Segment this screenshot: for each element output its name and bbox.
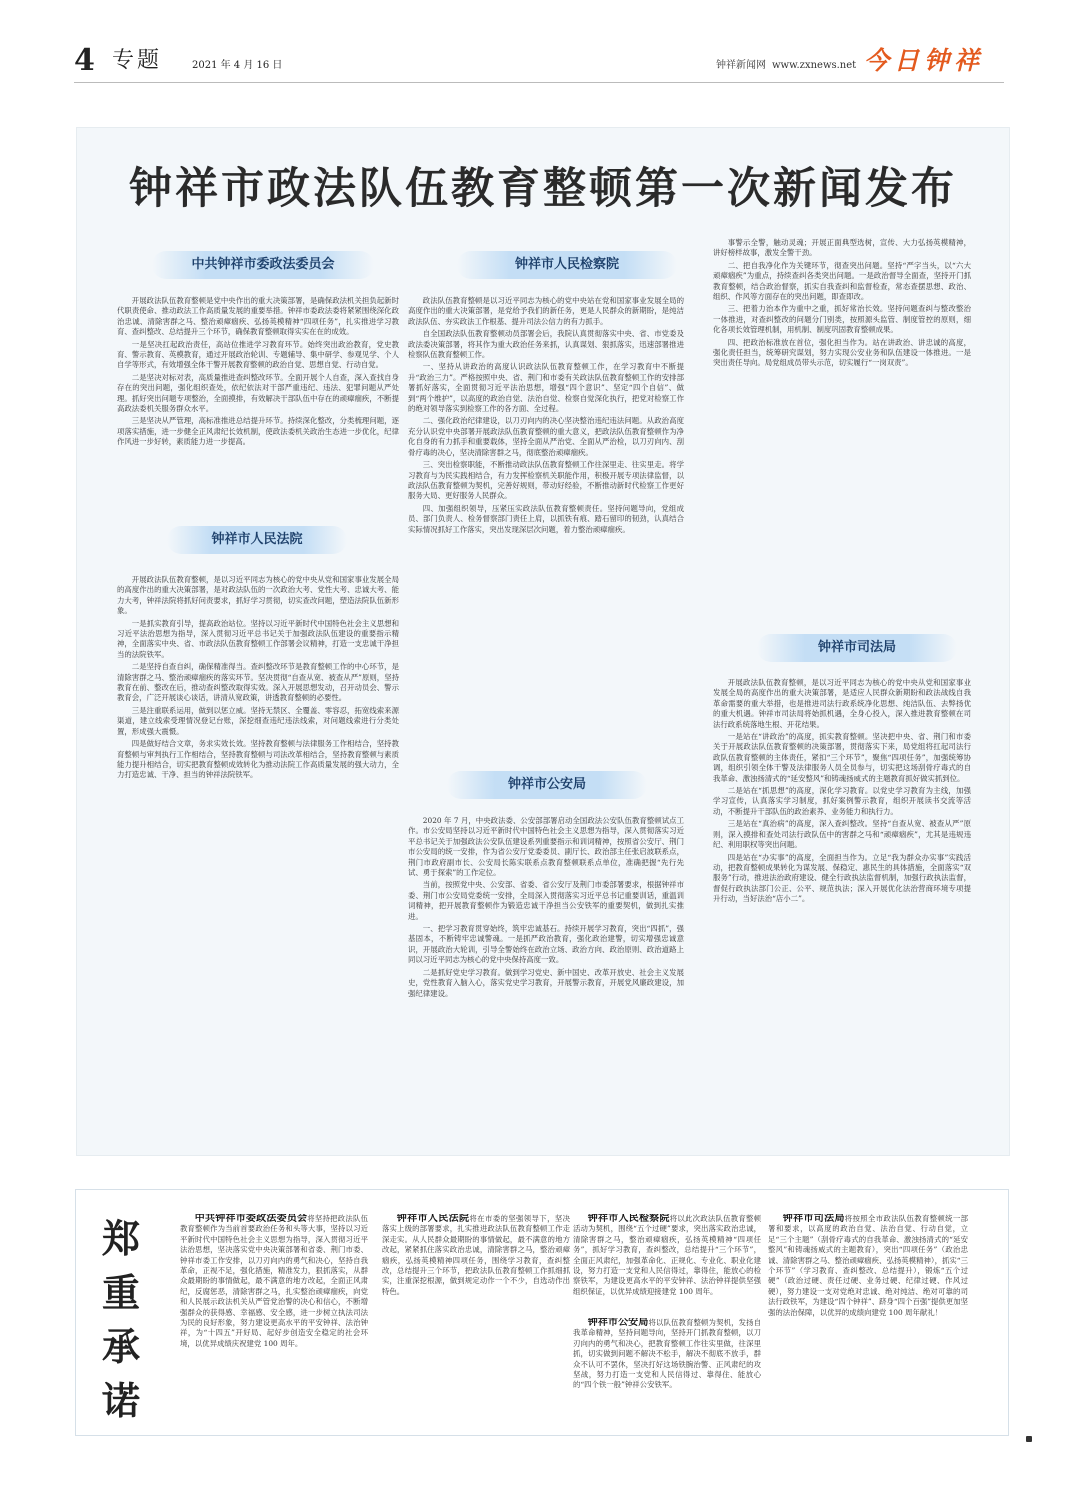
paragraph: 一是站在“讲政治”的高度，抓实教育整顿。坚决把中央、省、荆门和市委关于开展政法队伍教育整顿的决策部署，贯彻落实下来，局党组将扛起司法行政队伍教育整顿的主体责任，紧扣“三个环节”，聚焦“四项任务”，加强统筹协调，组织引领全体干警及法律服务人员全员参与，切实把这场刮骨疗毒式的自我革命、激浊扬清式的“延安整风”和铸魂扬威式的主题教育抓好做实抓到位。 [713,732,971,783]
promise-text: 将在市委的坚强领导下，坚决落实上级的部署要求，扎实推进政法队伍教育整顿工作走深走实。从人民群众最期盼的事情做起，最不满意的地方改起，紧紧抓住落实政治忠诚，清除害群之马，整治顽瘴痼疾，弘扬英模精神四项任务，围绕学习教育，查纠整改，总结提升三个环节，把政法队伍教育整顿工作抓细抓实，注重深挖根源，做到规定动作一个不少，自选动作出特色。 [382,1214,570,1296]
promise-title: 郑重承诺 [101,1217,140,1423]
paragraph: 三是站在“真治病”的高度，深入查纠整改。坚持“自查从宽、被查从严”原则，深入摸排和查处司法行政队伍中的害群之马和“顽瘴痼疾”，尤其是违规违纪、利用职权等突出问题。 [713,819,971,850]
promise-text: 将按照全市政法队伍教育整顿统一部署和要求，以高度的政治自觉、法治自觉、行动自觉，立足“三个主题”（刮骨疗毒式的自我革命、激浊扬清式的“延安整风”和铸魂扬威式的主题教育），突出“四项任务”（政治忠诚、清除害群之马、整治顽瘴痼疾、弘扬英模精神），抓实“三个环节”（学习教育、查纠整改、总结提升），锻炼“五个过硬”（政治过硬、责任过硬、业务过硬、纪律过硬、作风过硬），努力建设一支对党绝对忠诚、绝对纯洁、绝对可靠的司法行政铁军，为建设“四个钟祥”、跻身“四个百强”提供更加坚强的法治保障，以优异的成绩向建党 100 周年献礼！ [768,1214,968,1317]
paragraph: 四是站在“办实事”的高度，全面担当作为。立足“我为群众办实事”实践活动，把教育整顿成果转化为谋发展、保稳定、惠民生的具体措施，全面落实“双服务”行动，推进法治政府建设、健全行政执法监督机制，加强行政执法监督，督促行政执法部门公正、公平、规范执法；深入开展优化法治营商环境专项提升行动，当好法治“店小二”。 [713,852,971,904]
paragraph: 一是抓实教育引导，提高政治站位。坚持以习近平新时代中国特色社会主义思想和习近平法治思想为指导，深入贯彻习近平总书记关于加强政法队伍建设的重要指示精神，全面落实中央、省、市政法队伍教育整顿工作部署会议精神，打造一支忠诚干净担当的法院铁军。 [117,618,399,659]
promise-lead: 中共钟祥市委政法委员会 [194,1214,308,1224]
paragraph: 开展政法队伍教育整顿是党中央作出的重大决策部署，是确保政法机关担负起新时代职责使命、推动政法工作高质量发展的重要举措。钟祥市委政法委将紧紧围绕深化政治忠诚、清除害群之马、整治顽瘴痼疾、弘扬英模精神“四项任务”，扎实推进学习教育、查纠整改、总结提升三个环节，确保教育整顿取得实实在在的成效。 [117,296,399,337]
procuratorate-section-title: 钟祥市人民检察院 [457,251,677,279]
paragraph: 三是注重联系运用，做到以惩立威。坚持无禁区、全覆盖、零容忍，拓宽线索来源渠道，建立线索受理情况登记台账，深挖细查违纪违法线索，对问题线索进行分类处置，形成强大震慑。 [117,705,399,736]
court-article [117,575,399,1124]
paragraph: 四、把政治标准放在首位，强化担当作为。站在讲政治、讲忠诚的高度，强化责任担当，统筹研究谋划，努力实现公安业务和队伍建设一体推进。一是突出责任导向。局党组成员带头示范，切实履行“一岗双责”。 [713,337,971,368]
page-number: 4 [74,43,95,78]
solemn-promise-panel [75,1189,1009,1436]
promise-court [382,1214,570,1426]
paragraph: 开展政法队伍教育整顿，是以习近平同志为核心的党中央从党和国家事业发展全局的高度作出的重大决策部署，是对政法队伍的一次政治大考、党性大考、忠诚大考、能力大考，钟祥法院将抓好问责要求，抓好学习贯彻，切实查改问题，塑造法院队伍新形象。 [117,575,399,616]
promise-text: 将坚持把政法队伍教育整顿作为当前首要政治任务和头等大事，坚持以习近平新时代中国特色社会主义思想为指导，深入贯彻习近平法治思想，坚决落实党中央决策部署和省委、荆门市委、钟祥市委工作安排，以刀刃向内的勇气和决心，坚持自我革命，正视不足，强化措施，精准发力，狠抓落实，从群众最期盼的事情做起，最不满意的地方改起，全面正风肃纪，反腐惩恶，清除害群之马，扎实整治顽瘴痼疾，向党和人民展示政法机关从严管党治警的决心和信心，不断增强群众的获得感、幸福感、安全感，进一步树立执法司法为民的良好形象，努力建设更高水平的平安钟祥、法治钟祥，为“十四五”开好局、起好步创造安全稳定的社会环境，以优异成绩庆祝建党 100 周年。 [180,1214,368,1348]
promise-public-security [573,1318,761,1426]
paragraph: 二是站在“抓思想”的高度，深化学习教育。以党史学习教育为主线，加强学习宣传，认真落实学习制度，抓好案例警示教育，组织开展读书交流等活动，不断提升干部队伍的政治素养、业务能力和执行力。 [713,786,971,816]
committee-article [117,296,399,496]
paragraph: 四、加强组织领导，压紧压实政法队伍教育整顿责任。坚持问题导向，党组成员、部门负责人、检务督察部门责任上肩，以抓铁有痕、踏石留印的韧劲，认真结合实际情况抓好工作落实，突出发现深层次问题，着力整治顽瘴痼疾。 [408,503,684,534]
paragraph: 自全国政法队伍教育整顿动员部署会后，我院认真贯彻落实中央、省、市党委及政法委决策部署，将其作为重大政治任务来抓，认真谋划、狠抓落实，迅速部署推进检察队伍教育整顿工作。 [408,329,684,360]
paragraph: 一、把学习教育贯穿始终，筑牢忠诚基石。持续开展学习教育，突出“四抓”，强基固本，不断铸牢忠诚警魂。一是抓严政治教育，强化政治建警，切实增强忠诚意识，开展政治大轮训，引导全警始终在政治立场、政治方向、政治原则、政治道路上同以习近平同志为核心的党中央保持高度一致。 [408,924,684,965]
committee-section-title: 中共钟祥市委政法委员会 [152,251,374,279]
site-name: 钟祥新闻网 [716,60,766,71]
paragraph: 三、把着力治本作为重中之重，抓好常治长效。坚持问题查纠与整改整治一体推进，对查纠整改的问题分门别类，按照源头监管、制度管控的原则，细化各项长效管理机制，用机制、制度巩固教育整顿成果。 [713,304,971,335]
newspaper-logo: 今日钟祥 [864,46,985,75]
promise-lead: 钟祥市人民检察院 [587,1214,670,1224]
masthead-divider [74,82,1004,83]
paragraph: 一、坚持从讲政治的高度认识政法队伍教育整顿工作，在学习教育中不断提升“政治三力”。严格按照中央、省、荆门和市委有关政法队伍教育整顿工作的安排部署抓好落实，全面贯彻习近平法治思想，增强“四个意识”、坚定“四个自信”、做到“两个维护”，以高度的政治自觉、法治自觉、检察自觉深化执行，把党对检察工作的绝对领导落实到检察工作的各方面、全过程。 [408,362,684,414]
paragraph: 三、突出检察职能，不断推动政法队伍教育整顿工作往深里走、往实里走。将学习教育与为民实践相结合，有力发挥检察机关职能作用，积极开展专项法律监督，以政法队伍教育整顿为契机，完善好规则，带动好经验，不断推动新时代检察工作更好服务大局、更好服务人民群众。 [408,460,684,501]
site-url-link[interactable]: www.zxnews.net [772,60,857,71]
masthead [74,44,1004,80]
paragraph: 开展政法队伍教育整顿，是以习近平同志为核心的党中央从党和国家事业发展全局的高度作出的重大决策部署，是适应人民群众新期盼和政法战线自我革命需要的重大举措，也是推进司法行政系统净化思想、纯洁队伍、去弊扬优的重大机遇。钟祥市司法局将始抓机遇，全身心投入，深入推进教育整顿在司法行政系统落地生根、开花结果。 [713,678,971,729]
promise-justice-bureau [768,1214,968,1426]
justice-bureau-article [713,678,971,1124]
issue-date: 2021 年 4 月 16 日 [192,60,283,71]
promise-text: 将以队伍教育整顿为契机，发扬自我革命精神，坚持问题导向，坚持开门抓教育整顿，以刀刃向内的勇气和决心，把教育整顿工作往实里做，往深里抓，切实做到问题不解决不松手，解决不彻底不放手，群众不认可不罢休，坚决打好这场铁腕治警、正风肃纪的攻坚战，努力打造一支党和人民信得过、靠得住、能放心的“四个铁一般”钟祥公安铁军。 [573,1318,761,1390]
promise-lead: 钟祥市人民法院 [396,1214,470,1224]
paragraph: 二、强化政治纪律建设，以刀刃向内的决心坚决整治违纪违法问题。从政治高度充分认识党中央部署开展政法队伍教育整顿的重大意义，把政法队伍教育整顿作为净化自身的有力抓手和重要载体，坚持全面从严治党、全面从严治检，以刀刃向内、刮骨疗毒的决心，坚决清除害群之马，彻底整治顽瘴痼疾。 [408,416,684,457]
site-info [716,56,856,71]
paragraph: 2020 年 7 月，中央政法委、公安部部署启动全国政法公安队伍教育整顿试点工作。市公安局坚持以习近平新时代中国特色社会主义思想为指导，深入贯彻落实习近平总书记关于加强政法公安队伍建设系列重要指示和训词精神，按照省公安厅、荆门市公安局的统一安排，作为省公安厅党委委员、副厅长、政治部主任张启波联系点，荆门市政府副市长、公安局长陈实联系点教育整顿联系点单位，准确把握“先行先试、勇于探索”的工作定位。 [408,816,684,878]
public-security-section-title: 钟祥市公安局 [447,771,647,799]
promise-lead: 钟祥市公安局 [587,1318,649,1328]
paragraph: 当前，按照党中央、公安部、省委、省公安厅及荆门市委部署要求，根据钟祥市委、荆门市公安局党委统一安排，全局深入贯彻落实习近平总书记重要训话，重温训词精神，把开展教育整顿作为锻造忠诚干净担当公安铁军的重要契机，做到扎实推进。 [408,880,684,921]
paragraph: 一是坚决扛起政治责任，高站位推进学习教育环节。始终突出政治教育，党史教育、警示教育、英模教育，通过开展政治轮训、专题辅导、集中研学、参观见学、个人自学等形式，有效增强全体干警开展教育整顿的政治自觉、思想自觉、行动自觉。 [117,339,399,370]
paragraph: 二、把自我净化作为关键环节，彻查突出问题。坚持“严字当头，以“六大顽瘴痼疾”为重点，持续查纠各类突出问题。一是政治督导全面查，坚持开门抓教育整顿，结合政治督察，抓实自我查纠和监督检查，常态查摆思想、政治、组织、作风等方面存在的突出问题，即查即改。 [713,260,971,302]
promise-procuratorate [573,1214,761,1312]
paragraph: 二是坚持自查自纠，确保精准得当。查纠整改环节是教育整顿工作的中心环节，是清除害群之马、整治顽瘴痼疾的落实环节。坚决贯彻“自查从宽、被查从严”原则，坚持教育在前、整改在后，推动查纠整改取得实效。深入开展思想发动，召开动员会、警示教育会，广泛开展谈心谈话，讲清从宽政策，讲透教育整顿的必要性。 [117,662,399,703]
procuratorate-article [408,296,684,746]
paragraph: 政法队伍教育整顿是以习近平同志为核心的党中央站在党和国家事业发展全局的高度作出的重大决策部署，是党给予我们的新任务，更是人民群众的新期盼，是纯洁政法队伍、夯实政法工作根基、提升司法公信力的有力抓手。 [408,296,684,326]
procuratorate-article-continued [713,238,971,616]
court-section-title: 钟祥市人民法院 [167,526,347,554]
paragraph: 四是做好结合文章，务求实效长效。坚持教育整顿与法律服务工作相结合，坚持教育整顿与审判执行工作相结合，坚持教育整顿与司法改革相结合，坚持教育整顿与素质能力提升相结合，切实把教育整顿成效转化为推动法院工作高质量发展的强大动力，全力打造忠诚、干净、担当的钟祥法院铁军。 [117,739,399,780]
paragraph: 事警示全警，触动灵魂；开展正面典型选树，宣传、大力弘扬英模精神，讲好榜样故事，激发全警干劲。 [713,238,971,258]
public-security-article [408,816,684,1124]
section-name: 专题 [112,48,163,73]
feature-panel [76,127,1010,1156]
promise-text: 将以此次政法队伍教育整顿活动为契机，围绕“五个过硬”要求，突出落实政治忠诚，清除害群之马，整治顽瘴痼疾，弘扬英模精神“四项任务”，抓好学习教育，查纠整改，总结提升“三个环节”，全面正风肃纪，加强革命化、正规化、专业化、职业化建设，努力打造一支党和人民信得过，靠得住，能放心的检察铁军，为建设更高水平的平安钟祥、法治钟祥提供坚强组织保证，以优异成绩迎接建党 100 周年。 [573,1214,761,1296]
paragraph: 二是坚决对标对表，高质量推进查纠整改环节。全面开展个人自查，深入查找自身存在的突出问题，强化组织查处，依纪依法对干部严重违纪、违法、犯罪问题从严处理。抓好突出问题专项整治，全面摸排，有效解决干部队伍中存在的顽瘴痼疾，不断提高政法委机关服务群众水平。 [117,372,399,414]
paragraph: 二是抓好党史学习教育。做到学习党史、新中国史、改革开放史、社会主义发展史，党性教育入脑入心，落实党史学习教育，开展警示教育，开展党风廉政建设，加强纪律建设。 [408,967,684,998]
page-end-mark [1026,1436,1032,1442]
promise-committee [180,1214,368,1426]
promise-lead: 钟祥市司法局 [782,1214,845,1224]
justice-bureau-section-title: 钟祥市司法局 [757,634,957,662]
page-headline: 钟祥市政法队伍教育整顿第一次新闻发布 [129,164,957,214]
paragraph: 三是坚决从严管理，高标准推进总结提升环节。持续深化整改，分类梳理问题，逐项落实措施，进一步健全正风肃纪长效机制，使政法委机关政治生态进一步优化，纪律作风进一步好转，素质能力进一步提高。 [117,416,399,447]
